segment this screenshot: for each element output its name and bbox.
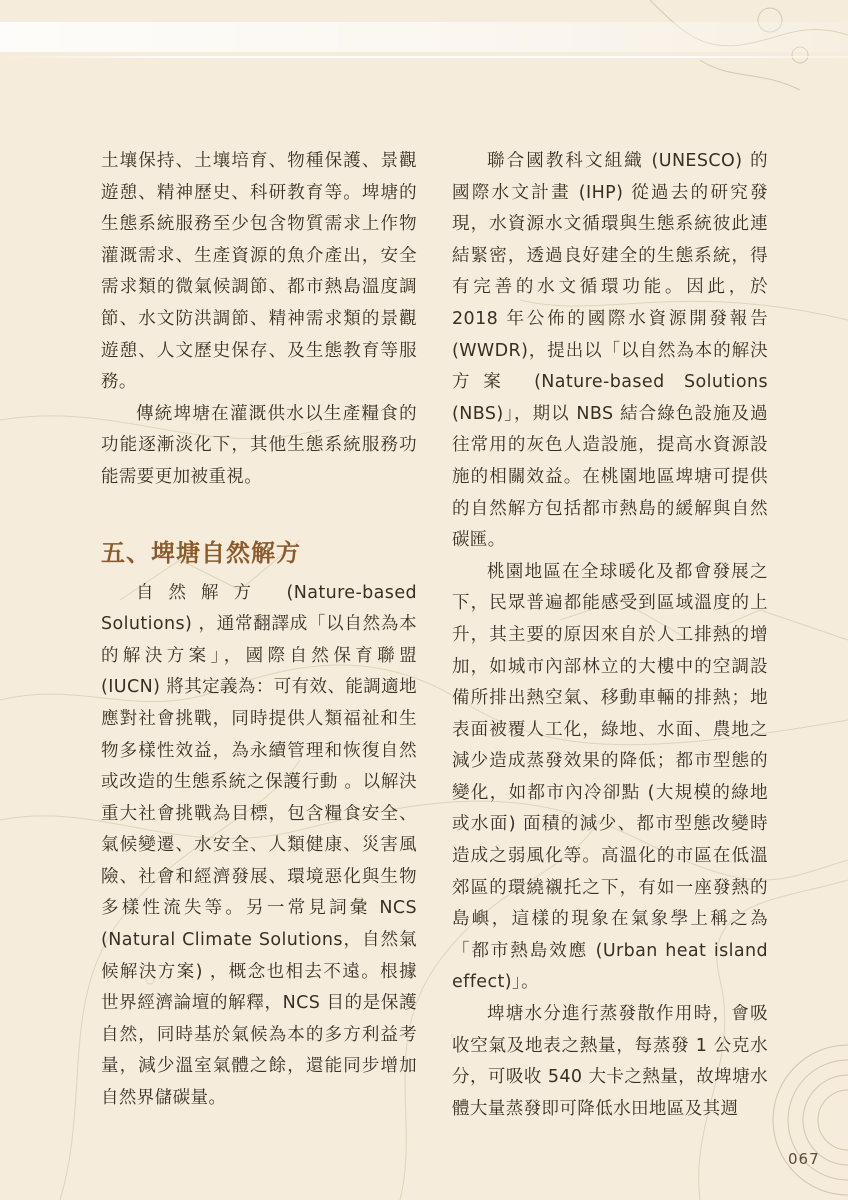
header-band <box>0 22 848 52</box>
page-number: 067 <box>788 1150 820 1168</box>
body-paragraph: 聯合國教科文組織 (UNESCO) 的國際水文計畫 (IHP) 從過去的研究發現，水資源水文循環與生態系統彼此連結緊密，透過良好建全的生態系統，得有完善的水文循環功能。因此，於 2018 年公佈的國際水資源開發報告 (WWDR)，提出以「以自然為本的解決方案 (Nature-based Solutions (NBS)」，期以 NBS 結合綠色設施及過往常用的灰色人造設施，提高水資源設施的相關效益。在桃園地區埤塘可提供的自然解方包括都市熱島的緩解與自然碳匯。 <box>452 151 768 551</box>
body-paragraph: 桃園地區在全球暖化及都會發展之下，民眾普遍都能感受到區域溫度的上升，其主要的原因來自於人工排熱的增加，如城市內部林立的大樓中的空調設備所排出熱空氣、移動車輛的排熱；地表面被覆人工化，綠地、水面、農地之減少造成蒸發效果的降低；都市型態的變化，如都市內冷卻點 (大規模的綠地或水面) 面積的減少、都市型態改變時造成之弱風化等。高溫化的市區在低溫郊區的環繞襯托之下，有如一座發熱的島嶼，這樣的現象在氣象學上稱之為「都市熱島效應 (Urban heat island effect)」。 <box>452 561 768 993</box>
left-column <box>101 146 417 1115</box>
body-paragraph: 自然解方 (Nature-based Solutions) ，通常翻譯成「以自然為本的解決方案」，國際自然保育聯盟 (IUCN) 將其定義為：可有效、能調適地應對社會挑戰，同時提供人類福祉和生物多樣性效益，為永續管理和恢復自然或改造的生態系統之保護行動 。以解決重大社會挑戰為目標，包含糧食安全、氣候變遷、水安全、人類健康、災害風險、社會和經濟發展、環境惡化與生物多樣性流失等。另一常見詞彙 NCS (Natural Climate Solutions，自然氣候解決方案) ，概念也相去不遠。根據世界經濟論壇的解釋，NCS 目的是保護自然，同時基於氣候為本的多方利益考量，減少溫室氣體之餘，還能同步增加自然界儲碳量。 <box>101 582 417 1109</box>
body-paragraph: 埤塘水分進行蒸發散作用時，會吸收空氣及地表之熱量，每蒸發 1 公克水分，可吸收 540 大卡之熱量，故埤塘水體大量蒸發即可降低水田地區及其週 <box>452 1004 768 1119</box>
section-heading: 五、埤塘自然解方 <box>101 538 301 567</box>
header-divider-line <box>0 56 848 58</box>
body-paragraph: 傳統埤塘在灌溉供水以生產糧食的功能逐漸淡化下，其他生態系統服務功能需要更加被重視。 <box>101 403 417 487</box>
right-column <box>452 146 768 1125</box>
body-paragraph: 土壤保持、土壤培育、物種保護、景觀遊憩、精神歷史、科研教育等。埤塘的生態系統服務至少包含物質需求上作物灌溉需求、生產資源的魚介產出，安全需求類的微氣候調節、都市熱島溫度調節、水文防洪調節、精神需求類的景觀遊憩、人文歷史保存、及生態教育等服務。 <box>101 151 417 393</box>
